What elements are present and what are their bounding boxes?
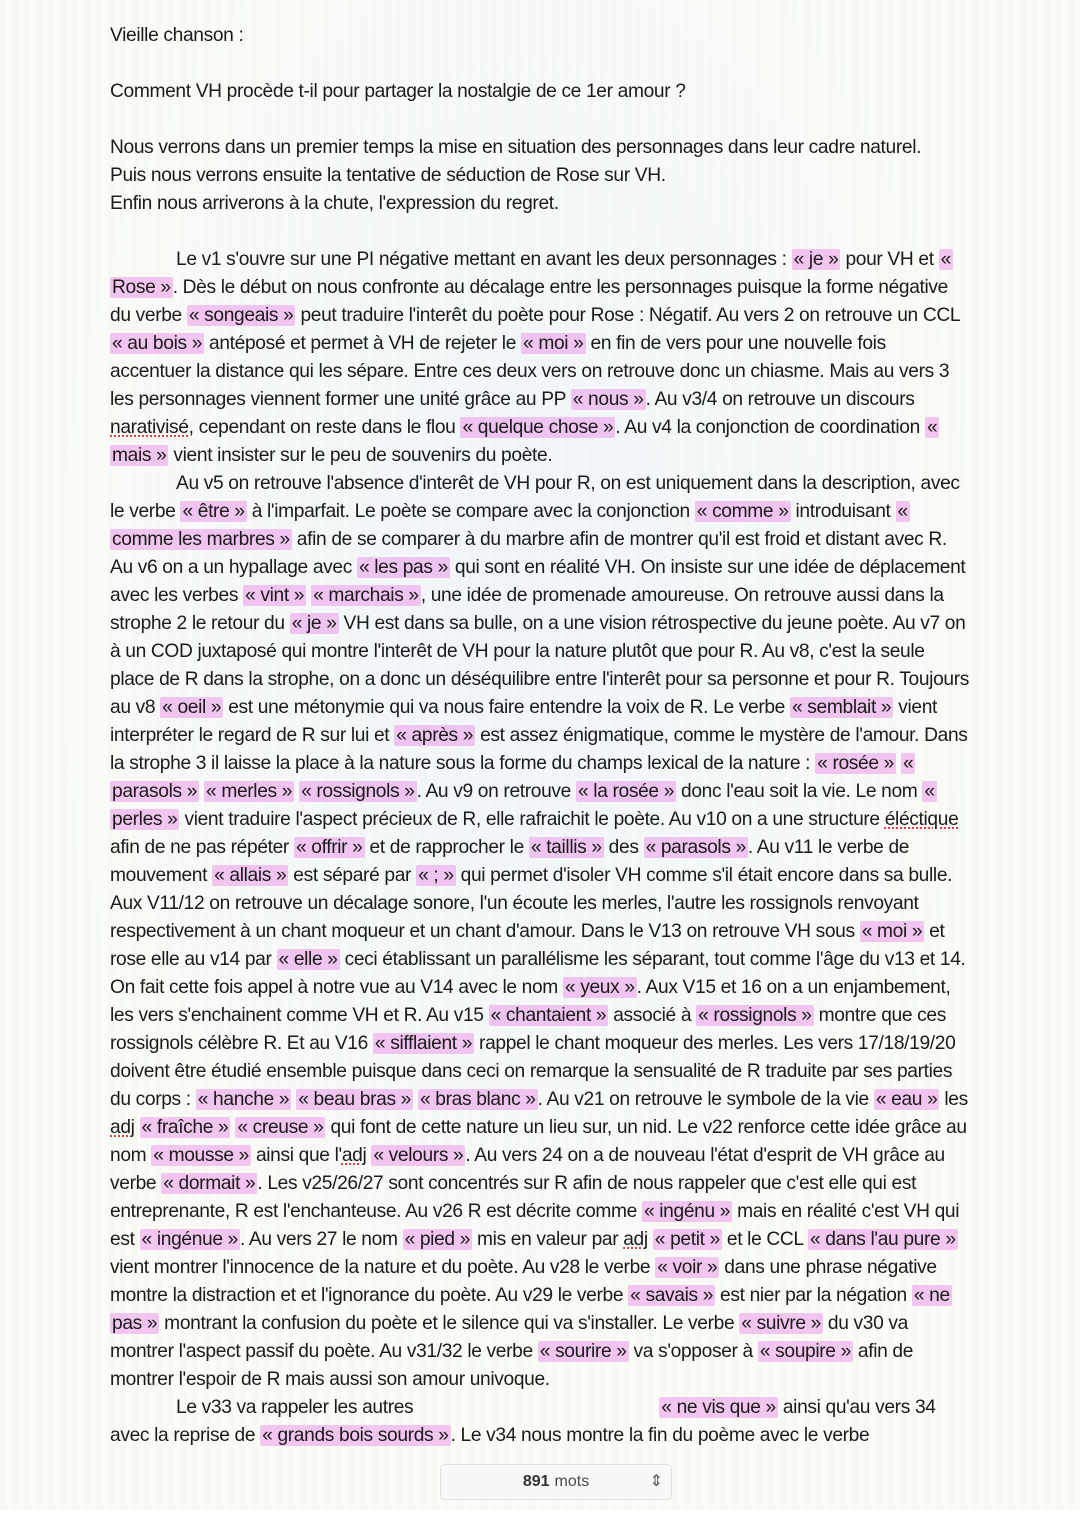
plan-part-3: Enfin nous arriverons à la chute, l'expression du regret. (110, 193, 559, 214)
text-run: à l'imparfait. Le poète se compare avec la conjonction (246, 501, 695, 522)
highlighted-quote: « velours » (373, 1145, 464, 1166)
paragraph-3 (110, 1394, 970, 1450)
text-run: qui sont en réalité VH. On insiste sur une idée de déplacement avec les verbes (110, 557, 966, 606)
highlighted-quote: « ; » (418, 865, 454, 886)
highlighted-quote: « soupire » (759, 1341, 851, 1362)
text-run: montrant la confusion du poète et le silence qui va s'installer. Le verbe (159, 1313, 740, 1334)
text-run: , une idée de promenade amoureuse. On retrouve aussi dans la strophe 2 le retour du (110, 585, 944, 634)
text-run: VH est dans sa bulle, on a une vision rétrospective du jeune poète. Au v7 on à un COD juxtaposé qui montre l'interêt de VH pour la nature plutôt que pour R. Au v8, c'est la seule place de R dans la strophe, on a donc un déséquilibre entre l'interêt pour sa personne et pour R. Toujours au v8 (110, 613, 969, 718)
highlighted-quote: « ne pas » (112, 1285, 950, 1334)
highlighted-quote: « ne vis que » (661, 1397, 776, 1418)
highlighted-quote: « voir » (657, 1257, 718, 1278)
text-run: afin de se comparer à du marbre afin de montrer qu'il est froid et distant avec R. Au v6 on a un hypallage avec (110, 529, 947, 578)
text-run: et le CCL (721, 1229, 808, 1250)
word-count-widget[interactable] (440, 1464, 672, 1500)
highlighted-quote: « ingénue » (141, 1229, 238, 1250)
text-run: montre que ces rossignols célèbre R. Et au V16 (110, 1005, 946, 1054)
highlighted-quote: « songeais » (188, 305, 294, 326)
misspelled-word[interactable]: éléctique (884, 809, 959, 830)
text-run: antéposé et permet à VH de rejeter le (204, 333, 522, 354)
highlighted-quote: « semblait » (792, 697, 892, 718)
text-run: mais en réalité c'est VH qui est (110, 1201, 960, 1250)
highlighted-quote: « taillis » (530, 837, 602, 858)
highlighted-quote: « merles » (206, 781, 293, 802)
highlighted-quote: « pied » (404, 1229, 471, 1250)
text-run: . Au vers 27 le nom (239, 1229, 403, 1250)
highlighted-quote: « les pas » (358, 557, 448, 578)
misspelled-word[interactable]: adj (110, 1117, 135, 1138)
text-run: afin de montrer l'espoir de R mais aussi son amour univoque. (110, 1341, 914, 1390)
highlighted-quote: « perles » (112, 781, 935, 830)
highlighted-quote: « petit » (654, 1229, 720, 1250)
highlighted-quote: « savais » (630, 1285, 714, 1306)
text-run: est nier par la négation (715, 1285, 912, 1306)
highlighted-quote: « la rosée » (577, 781, 675, 802)
highlighted-quote: « être » (182, 501, 245, 522)
text-run: peut traduire l'interêt du poète pour Rose : Négatif. Au vers 2 on retrouve un CCL (295, 305, 960, 326)
highlighted-quote: « nous » (572, 389, 644, 410)
highlighted-quote: « après » (396, 725, 474, 746)
text-run: . Au vers 24 on a de nouveau l'état d'esprit de VH grâce au verbe (110, 1145, 945, 1194)
highlighted-quote: « rossignols » (698, 1005, 812, 1026)
highlighted-quote: « je » (291, 613, 337, 634)
highlighted-quote: « grands bois sourds » (262, 1425, 449, 1446)
text-run: rappel le chant moqueur des merles. Les vers 17/18/19/20 doivent être étudié ensemble puisque dans ceci on remarque la sensualité de R traduite par ses parties du corps : (110, 1033, 956, 1110)
text-run: . Au v4 la conjonction de coordination (615, 417, 925, 438)
highlighted-quote: « dormait » (163, 1173, 256, 1194)
text-run: . Au v21 on retrouve le symbole de la vie (537, 1089, 874, 1110)
text-run: vient montrer l'innocence de la nature et du poète. Au v28 le verbe (110, 1257, 656, 1278)
text-run: . Aux V15 et 16 on a un enjambement, les vers s'enchainent comme VH et R. Au v15 (110, 977, 951, 1026)
highlighted-quote: « suivre » (741, 1313, 821, 1334)
page-bottom-edge (0, 1510, 1080, 1527)
text-run (135, 1117, 140, 1138)
text-run: Au v5 on retrouve l'absence d'interêt de VH pour R, on est uniquement dans la description, avec le verbe (110, 473, 960, 522)
paragraph-1 (110, 246, 970, 470)
text-run: et rose elle au v14 par (110, 921, 945, 970)
plan-part-1: Nous verrons dans un premier temps la mise en situation des personnages dans leur cadre naturel. (110, 137, 922, 158)
highlighted-quote: « marchais » (313, 585, 419, 606)
misspelled-word[interactable]: adj (341, 1145, 367, 1166)
highlighted-quote: « mousse » (153, 1145, 249, 1166)
highlighted-quote: « mais » (112, 417, 938, 466)
text-run: donc l'eau soit la vie. Le nom (676, 781, 923, 802)
text-run: Le v1 s'ouvre sur une PI négative mettant en avant les deux personnages : (176, 249, 792, 270)
plan-part-2: Puis nous verrons ensuite la tentative de séduction de Rose sur VH. (110, 165, 666, 186)
text-run: dans une phrase négative montre la distraction et et l'ignorance du poète. Au v29 le verbe (110, 1257, 937, 1306)
highlighted-quote: « parasols » (645, 837, 746, 858)
highlighted-quote: « rosée » (817, 753, 894, 774)
text-run: ainsi qu'au vers 34 avec la reprise de (110, 1397, 936, 1446)
text-run: qui permet d'isoler VH comme s'il était encore dans sa bulle. Aux V11/12 on retrouve un décalage sonore, l'un écoute les merles, l'autre les rossignols renvoyant respectivement à un chant moqueur et un chant d'amour. Dans le V13 on retrouve VH sous (110, 865, 953, 942)
highlighted-quote: « comme » (696, 501, 789, 522)
document-body (110, 22, 970, 1450)
text-run: vient interpréter le regard de R sur lui et (110, 697, 938, 746)
text-run: Le v33 va rappeler les autres (176, 1397, 419, 1418)
highlighted-quote: « hanche » (197, 1089, 290, 1110)
text-run: . Dès le début on nous confronte au décalage entre les personnages puisque la forme négative du verbe (110, 277, 948, 326)
word-count-value: 891 (522, 1473, 550, 1490)
highlighted-quote: « Rose » (112, 249, 951, 298)
text-run: . Au v9 on retrouve (416, 781, 576, 802)
text-run: et de rapprocher le (364, 837, 529, 858)
text-run: associé à (608, 1005, 697, 1026)
highlighted-quote: « comme les marbres » (112, 501, 908, 550)
highlighted-quote: « creuse » (237, 1117, 324, 1138)
highlighted-quote: « chantaient » (490, 1005, 607, 1026)
text-run: des (603, 837, 644, 858)
highlighted-quote: « rossignols » (301, 781, 415, 802)
text-run: mis en valeur par (472, 1229, 624, 1250)
text-run: ceci établissant un parallélisme les séparant, tout comme l'âge du v13 et 14. On fait cette fois appel à notre vue au V14 avec le nom (110, 949, 966, 998)
text-run: . Au v11 le verbe de mouvement (110, 837, 910, 886)
paragraph-2 (110, 470, 970, 1394)
highlighted-quote: « offrir » (295, 837, 363, 858)
text-run: du v30 va montrer l'aspect passif du poète. Au v31/32 le verbe (110, 1313, 908, 1362)
misspelled-word[interactable]: adj (623, 1229, 648, 1250)
text-run: . Le v34 nous montre la fin du poème avec le verbe (450, 1425, 870, 1446)
word-count-unit: mots (554, 1473, 590, 1490)
highlighted-quote: « elle » (278, 949, 338, 970)
highlighted-quote: « eau » (875, 1089, 938, 1110)
text-run: introduisant (790, 501, 896, 522)
text-run: est séparé par (288, 865, 417, 886)
highlighted-quote: « moi » (523, 333, 584, 354)
highlighted-quote: « sourire » (539, 1341, 627, 1362)
misspelled-word[interactable]: narativisé (110, 417, 189, 438)
highlighted-quote: « au bois » (112, 333, 203, 354)
highlighted-quote: « je » (793, 249, 839, 270)
highlighted-quote: « parasols » (112, 753, 914, 802)
text-run: en fin de vers pour une nouvelle fois accentuer la distance qui les sépare. Entre ces deux vers on retrouve donc un chiasme. Mais au vers 3 les personnages viennent former une unité grâce au PP (110, 333, 950, 410)
text-run: afin de ne pas répéter (110, 837, 294, 858)
highlighted-quote: « fraîche » (141, 1117, 229, 1138)
highlighted-quote: « bras blanc » (419, 1089, 536, 1110)
text-run: qui font de cette nature un lieu sur, un nid. Le v22 renforce cette idée grâce au nom (110, 1117, 967, 1166)
highlighted-quote: « moi » (861, 921, 923, 942)
text-run: , cependant on reste dans le flou (188, 417, 461, 438)
text-run: vient traduire l'aspect précieux de R, elle rafraichit le poète. Au v10 on a une structure (179, 809, 885, 830)
highlighted-quote: « beau bras » (298, 1089, 411, 1110)
highlighted-quote: « quelque chose » (462, 417, 614, 438)
text-run: vient insister sur le peu de souvenirs du poète. (168, 445, 553, 466)
problem-question: Comment VH procède t-il pour partager la nostalgie de ce 1er amour ? (110, 81, 686, 102)
text-run: ainsi que l' (250, 1145, 342, 1166)
highlighted-quote: « yeux » (564, 977, 635, 998)
text-run: est une métonymie qui va nous faire entendre la voix de R. Le verbe (223, 697, 790, 718)
document-title: Vieille chanson : (110, 25, 244, 46)
text-run: pour VH et (840, 249, 939, 270)
text-run: est assez énigmatique, comme le mystère de l'amour. Dans la strophe 3 il laisse la place à la nature sous la forme du champs lexical de la nature : (110, 725, 968, 774)
text-run: . Les v25/26/27 sont concentrés sur R afin de nous rappeler que c'est elle qui est entreprenante, R est l'enchanteuse. Au v26 R est décrite comme (110, 1173, 917, 1222)
highlighted-quote: « vint » (245, 585, 305, 606)
chevron-up-down-icon[interactable]: ⇕ (649, 1473, 663, 1490)
text-run: . Au v3/4 on retrouve un discours (645, 389, 915, 410)
text-run: les (939, 1089, 968, 1110)
highlighted-quote: « ingénu » (643, 1201, 731, 1222)
highlighted-quote: « allais » (214, 865, 287, 886)
highlighted-quote: « sifflaient » (374, 1033, 473, 1054)
highlighted-quote: « dans l'au pure » (810, 1229, 956, 1250)
text-run: va s'opposer à (628, 1341, 758, 1362)
highlighted-quote: « oeil » (162, 697, 222, 718)
